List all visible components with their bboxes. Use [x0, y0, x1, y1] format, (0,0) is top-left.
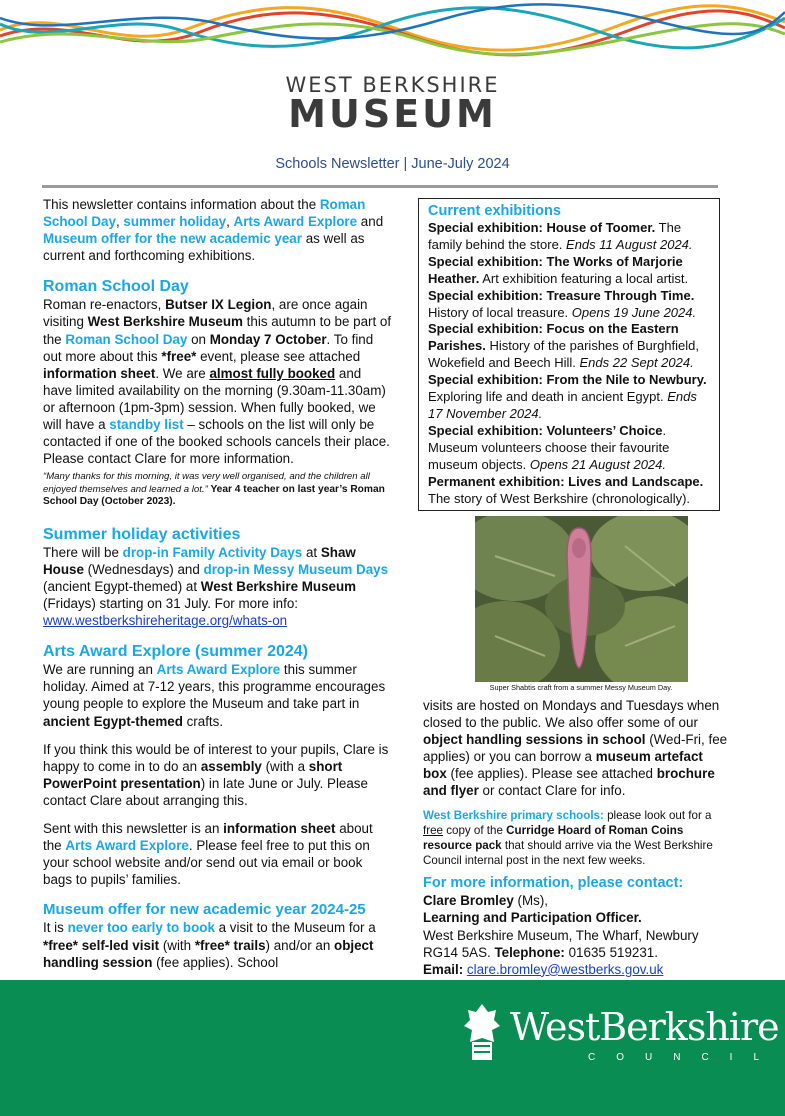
email-link[interactable]: clare.bromley@westberks.gov.uk — [466, 961, 664, 977]
exhibition-item — [428, 423, 711, 474]
text: This newsletter contains information about the — [43, 197, 320, 212]
roman-quote: “Many thanks for this morning, it was very well organised, and the children all enjoyed themselves and learned a lot.” Year 4 teacher on last year’s Roman School Day (October 2023). — [43, 471, 385, 508]
exhibition-title: Special exhibition: The Works of Marjorie Heather. — [428, 253, 683, 286]
heading-arts-award: Arts Award Explore (summer 2024) — [43, 643, 308, 661]
left-column — [43, 196, 393, 971]
footer-brand: WestBerkshire — [510, 1005, 779, 1049]
logo-line2: MUSEUM — [288, 92, 497, 136]
link-museum-offer[interactable]: Museum offer for the new academic year — [43, 231, 302, 247]
exhibition-desc: The family behind the store. — [428, 220, 682, 252]
text: and — [357, 214, 384, 230]
exhibition-item — [428, 288, 711, 322]
heading-current-exhibitions: Current exhibitions — [428, 203, 561, 219]
whats-on-link[interactable]: www.westberkshireheritage.org/whats-on — [43, 613, 288, 629]
arts-paragraph-2: If you think this would be of interest to your pupils, Clare is happy to come in to do an assembly (with a short PowerPoint presentation) in late June or July. Please contact Clare about arranging this. — [43, 741, 389, 808]
roman-paragraph: Roman re-enactors, Butser IX Legion, are once again visiting West Berkshire Museum this autumn to be part of the Roman School Day on Monday 7 October. To find out more about this *free* event, please see attached information sheet. We are almost fully booked and have limited availability on the morning (9.30am-11.30am) or afternoon (1pm-3pm) session. When fully booked, we will have a standby list – schools on the list will only be contacted if one of the booked schools cancels their place. Please contact Clare for more information. — [43, 297, 392, 467]
council-crest-icon — [460, 1002, 504, 1064]
exhibition-date: Ends 11 August 2024. — [566, 236, 693, 252]
exhibition-desc: The story of West Berkshire (chronologically). — [428, 490, 691, 506]
exhibition-desc: Art exhibition featuring a local artist. — [479, 270, 689, 286]
exhibition-title: Special exhibition: Volunteers’ Choice — [428, 422, 663, 438]
heading-museum-offer: Museum offer for new academic year 2024-25 — [43, 901, 366, 919]
exhibition-item — [428, 321, 711, 372]
divider — [42, 185, 718, 188]
contact-details: Clare Bromley (Ms), Learning and Participation Officer. West Berkshire Museum, The Wharf, Newbury RG14 5AS. Telephone: 01635 519231. Email: clare.bromley@westberks.gov.uk — [423, 893, 699, 977]
text: , — [226, 214, 234, 230]
exhibition-date: Ends 22 Sept 2024. — [579, 355, 694, 371]
exhibition-desc: History of local treasure. — [428, 304, 572, 320]
summer-paragraph: There will be drop-in Family Activity Days at Shaw House (Wednesdays) and drop-in Messy Museum Days (ancient Egypt-themed) at West Berkshire Museum (Fridays) starting on 31 July. For more info: www.westberkshireheritage.org/whats-on — [43, 544, 389, 629]
offer-paragraph: It is never too early to book a visit to the Museum for a *free* self-led visit (with *free* trails) and/or an object handling session (fee applies). School — [43, 920, 376, 970]
exhibition-title: Special exhibition: Treasure Through Time. — [428, 287, 695, 303]
arts-paragraph-3: Sent with this newsletter is an information sheet about the Arts Award Explore. Please feel free to put this on your school website and/or send out via email or book bags to pupils’ families. — [43, 821, 373, 888]
link-summer-holiday[interactable]: summer holiday — [123, 214, 227, 230]
exhibition-title: Special exhibition: Focus on the Eastern Parishes. — [428, 321, 679, 354]
primary-schools-paragraph: West Berkshire primary schools: please look out for a free copy of the Curridge Hoard of Roman Coins resource pack that should arrive via the West Berkshire Council internal post in the next few weeks. — [423, 808, 713, 868]
newsletter-subtitle: Schools Newsletter | June-July 2024 — [275, 156, 510, 172]
heading-summer-holiday: Summer holiday activities — [43, 525, 241, 543]
exhibitions-box — [418, 198, 720, 511]
photo-caption: Super Shabtis craft from a summer Messy Museum Day. — [489, 683, 673, 692]
exhibition-item — [428, 474, 711, 508]
exhibition-date: Ends 17 November 2024. — [428, 389, 697, 421]
exhibitions-list — [428, 220, 711, 507]
logo-line1: WEST BERKSHIRE — [285, 73, 500, 97]
heading-contact: For more information, please contact: — [423, 875, 684, 892]
link-roman-school-day[interactable]: Roman School Day — [43, 197, 366, 230]
text: as well as current and forthcoming exhibitions. — [43, 231, 365, 264]
exhibition-date: Opens 21 August 2024. — [529, 456, 666, 472]
exhibition-item — [428, 254, 711, 288]
offer-continued: visits are hosted on Mondays and Tuesdays when closed to the public. We also offer some of our object handling sessions in school (Wed-Fri, fee applies) or you can borrow a museum artefact box (fee applies). Please see attached brochure and flyer or contact Clare for info. — [423, 698, 728, 799]
arts-paragraph-1: We are running an Arts Award Explore this summer holiday. Aimed at 7-12 years, this programme encourages young people to explore the Museum and take part in ancient Egypt-themed crafts. — [43, 662, 386, 729]
heading-roman-school-day: Roman School Day — [43, 278, 189, 296]
footer-council: COUNCIL — [588, 1052, 781, 1063]
exhibition-desc: . Museum volunteers choose their favourite museum objects. — [428, 422, 670, 472]
exhibition-title: Special exhibition: House of Toomer. — [428, 220, 656, 235]
link-arts-award[interactable]: Arts Award Explore — [233, 214, 358, 230]
exhibition-item — [428, 372, 711, 423]
shabti-craft-photo — [475, 516, 688, 682]
exhibition-title: Special exhibition: From the Nile to Newbury. — [428, 372, 707, 388]
exhibition-desc: Exploring life and death in ancient Egypt. — [428, 389, 668, 405]
intro-paragraph — [43, 196, 393, 264]
exhibition-desc: History of the parishes of Burghfield, Wokefield and Beech Hill. — [428, 338, 699, 371]
right-column — [423, 697, 728, 978]
text: , — [115, 214, 124, 230]
decorative-waves — [0, 0, 785, 60]
exhibition-title: Permanent exhibition: Lives and Landscape. — [428, 473, 704, 489]
exhibition-date: Opens 19 June 2024. — [571, 304, 697, 320]
exhibition-item — [428, 220, 711, 254]
